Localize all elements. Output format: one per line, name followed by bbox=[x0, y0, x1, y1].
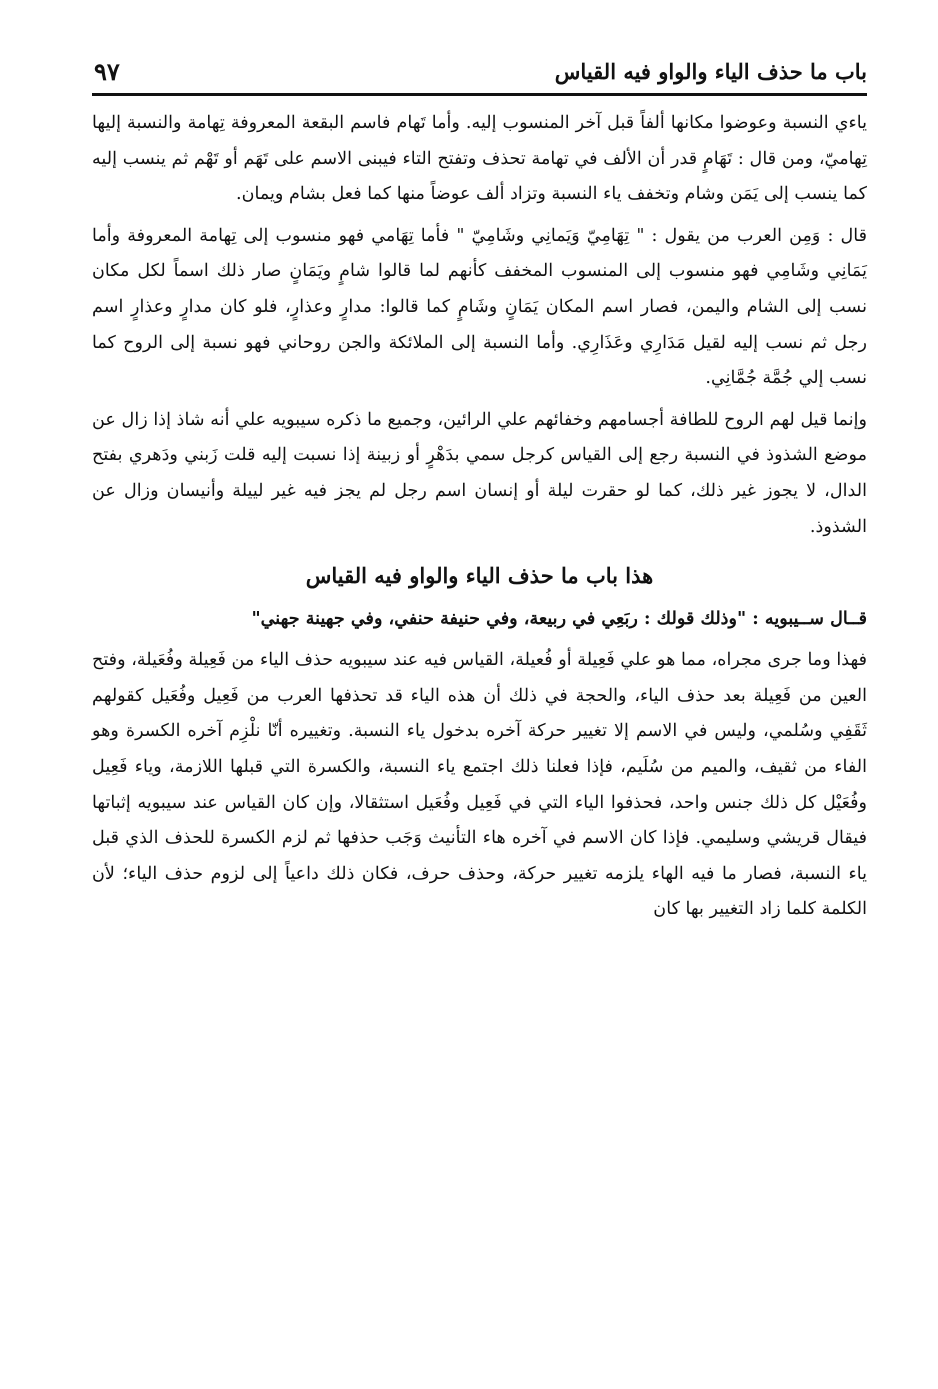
section-heading: هذا باب ما حذف الياء والواو فيه القياس bbox=[305, 563, 654, 589]
running-header-title: باب ما حذف الياء والواو فيه القياس bbox=[554, 59, 867, 84]
body-paragraph: فهذا وما جرى مجراه، مما هو علي فَعِيلة أو فُعيلة، القياس فيه عند سيبويه حذف الياء من فَعِيلة وفُعَيلة، وفتح العين من فَعِيلة بعد حذف الياء، والحجة في ذلك أن هذه الياء قد تحذفها العرب من فَعِيل وفُعَيل كقولهم ثَقَفِي وسُلمي، وليس في الاسم إلا تغيير حركة آخره بدخول ياء النسبة. وتغييره أنّا نلْزِم آخره الكسرة وهو الفاء من ثقيف، والميم من سُلَيم، فإذا فعلنا ذلك اجتمع ياء النسبة، والكسرة التي قبلها اللازمة، وياء فَعِيل وفُعَيْل كل ذلك جنس واحد، فحذفوا الياء التي في فَعِيل وفُعَيل استثقالا، وإن كان القياس عند سيبويه إثباتها فيقال قريشي وسليمي. فإذا كان الاسم في آخره هاء التأنيث وَجَب حذفها ثم لزم الكسرة للحذف الذي قبل ياء النسبة، فصار ما فيه الهاء يلزمه تغيير حركة، وحذف حرف، فكان ذلك داعياً إلى لزوم حذف الياء؛ لأن الكلمة كلما زاد التغيير بها كان bbox=[92, 650, 867, 920]
section-intro-quote: قــال ســيبويه : "وذلك قولك : ربَعِي في ربيعة، وفي حنيفة حنفي، وفي جهينة جهني" bbox=[251, 608, 867, 630]
running-header bbox=[92, 55, 867, 96]
body-paragraph: وإنما قيل لهم الروح للطافة أجسامهم وخفائهم علي الرائين، وجميع ما ذكره سيبويه علي أنه شاذ إذا زال عن موضع الشذوذ في النسبة رجع إلى القياس كرجل سمي بدَهْرٍ أو زبينة إذا نسبت إليه قلت زَبني ودَهري بفتح الدال، لا يجوز غير ذلك، كما لو حقرت ليلة أو إنسان اسم رجل لم يجز فيه غير لييلة وأنيسان وزال عن الشذوذ. bbox=[92, 409, 868, 537]
body-paragraph: ياءي النسبة وعوضوا مكانها ألفاً قبل آخر المنسوب إليه. وأما تَهام فاسم البقعة المعروفة تِهامة والنسبة إليها تِهاميّ، ومن قال : تَهَامٍ قدر أن الألف في تهامة تحذف وتفتح التاء فيبنى الاسم على تَهَم أو تَهْم ثم ينسب إليه كما ينسب إلى يَمَن وشام وتخفف ياء النسبة وتزاد ألف عوضاً منها كما فعل بشام ويمان. bbox=[92, 113, 867, 205]
page-number: ٩٧ bbox=[94, 57, 120, 86]
book-page bbox=[92, 55, 867, 1380]
body-paragraph: قال : وَمِن العرب من يقول : " تِهَامِيّ وَيَمانِي وشَامِيّ " فأما تِهَامي فهو منسوب إلى تِهامة المعروفة وأما يَمَانِي وشَامِي فهو منسوب إلى المنسوب المخفف كأنهم لما قالوا شامٍ ويَمَانٍ صار ذلك اسماً لكل مكان نسب إلى الشام واليمن، فصار اسم المكان يَمَانٍ وشَامٍ كما قالوا: مدارٍ وعذارٍ، فلو كان مدارٍ وعذارٍ اسم رجل ثم نسب إليه لقيل مَدَارِي وعَذَارِي. وأما النسبة إلى الملائكة والجن روحاني فهو نسبة إلى الروح كما نسب إلي جُمَّة جُمَّانِي. bbox=[92, 225, 867, 389]
